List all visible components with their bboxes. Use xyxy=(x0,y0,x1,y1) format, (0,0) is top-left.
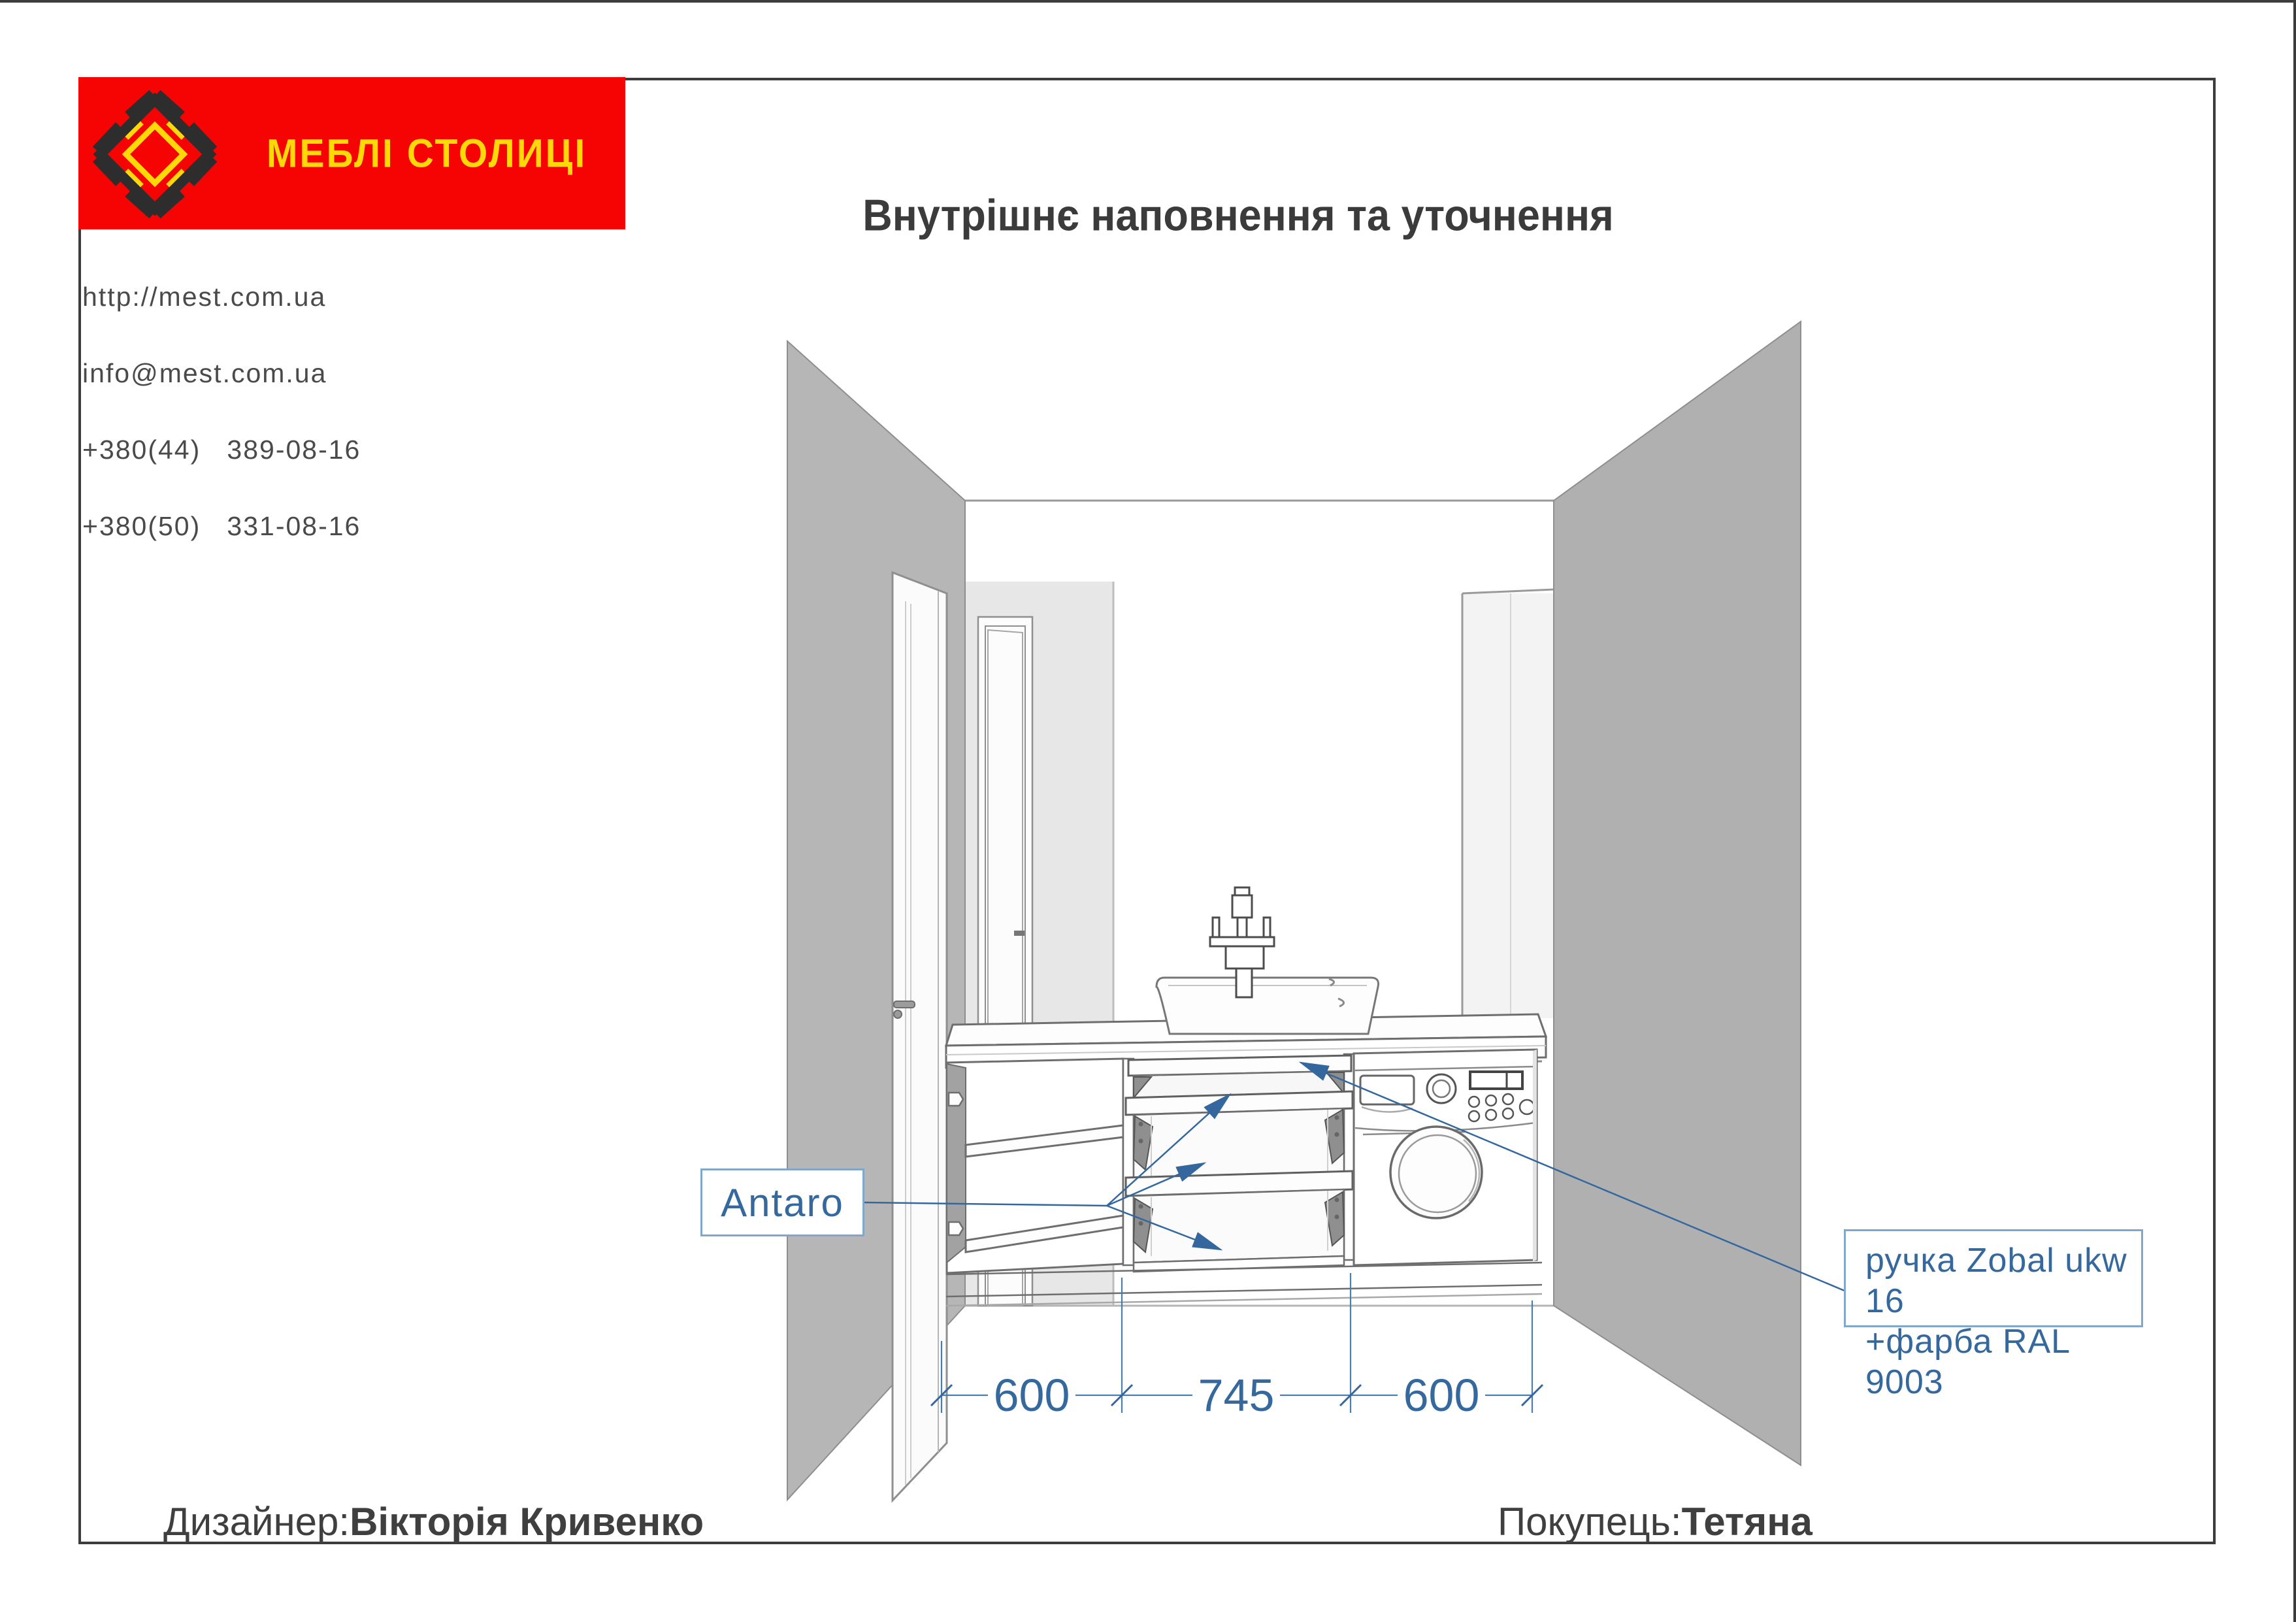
page-title: Внутрішнє наповнення та уточнення xyxy=(862,191,1614,240)
designer-credit xyxy=(163,1499,704,1542)
phone-number-1: +380(44) 389-08-16 xyxy=(82,435,361,465)
customer-name: Тетяна xyxy=(1681,1500,1812,1544)
right-wall xyxy=(1554,322,1801,1465)
back-door-handle xyxy=(1014,931,1025,936)
antaro-label: Antaro xyxy=(721,1180,844,1225)
antaro-callout xyxy=(700,1168,864,1236)
handle-callout xyxy=(1844,1229,2143,1401)
shelf-clip xyxy=(949,1093,963,1106)
program-dial xyxy=(1427,1074,1456,1103)
designer-label: Дизайнер: xyxy=(163,1500,350,1544)
handle-note-line2: +фарба RAL 9003 xyxy=(1865,1323,2070,1401)
duct-shaft xyxy=(1462,593,1554,1018)
phone-number-2: +380(50) 331-08-16 xyxy=(82,511,361,541)
left-open-cabinet xyxy=(947,1059,1123,1273)
door-handle xyxy=(894,1001,915,1008)
drawer-section xyxy=(1123,1054,1354,1272)
dimension-middle: 745 xyxy=(1198,1370,1275,1421)
display-window xyxy=(1470,1072,1522,1089)
customer-label: Покупець: xyxy=(1498,1500,1682,1544)
dimension-left: 600 xyxy=(993,1370,1070,1421)
email-link[interactable]: info@mest.com.ua xyxy=(82,358,327,388)
shelf-clip xyxy=(949,1222,963,1235)
customer-credit xyxy=(1498,1499,1812,1542)
website-link[interactable]: http://mest.com.ua xyxy=(82,282,327,312)
handle-note-line1: ручка Zobal ukw 16 xyxy=(1865,1242,2127,1320)
washer-door xyxy=(1390,1127,1482,1218)
sink xyxy=(1156,978,1379,1034)
open-door xyxy=(893,572,947,1500)
dimension-right: 600 xyxy=(1403,1370,1480,1421)
washing-machine xyxy=(1354,1050,1537,1265)
designer-name: Вікторія Кривенко xyxy=(350,1500,704,1544)
logo-text: МЕБЛІ СТОЛИЦІ xyxy=(267,130,587,176)
